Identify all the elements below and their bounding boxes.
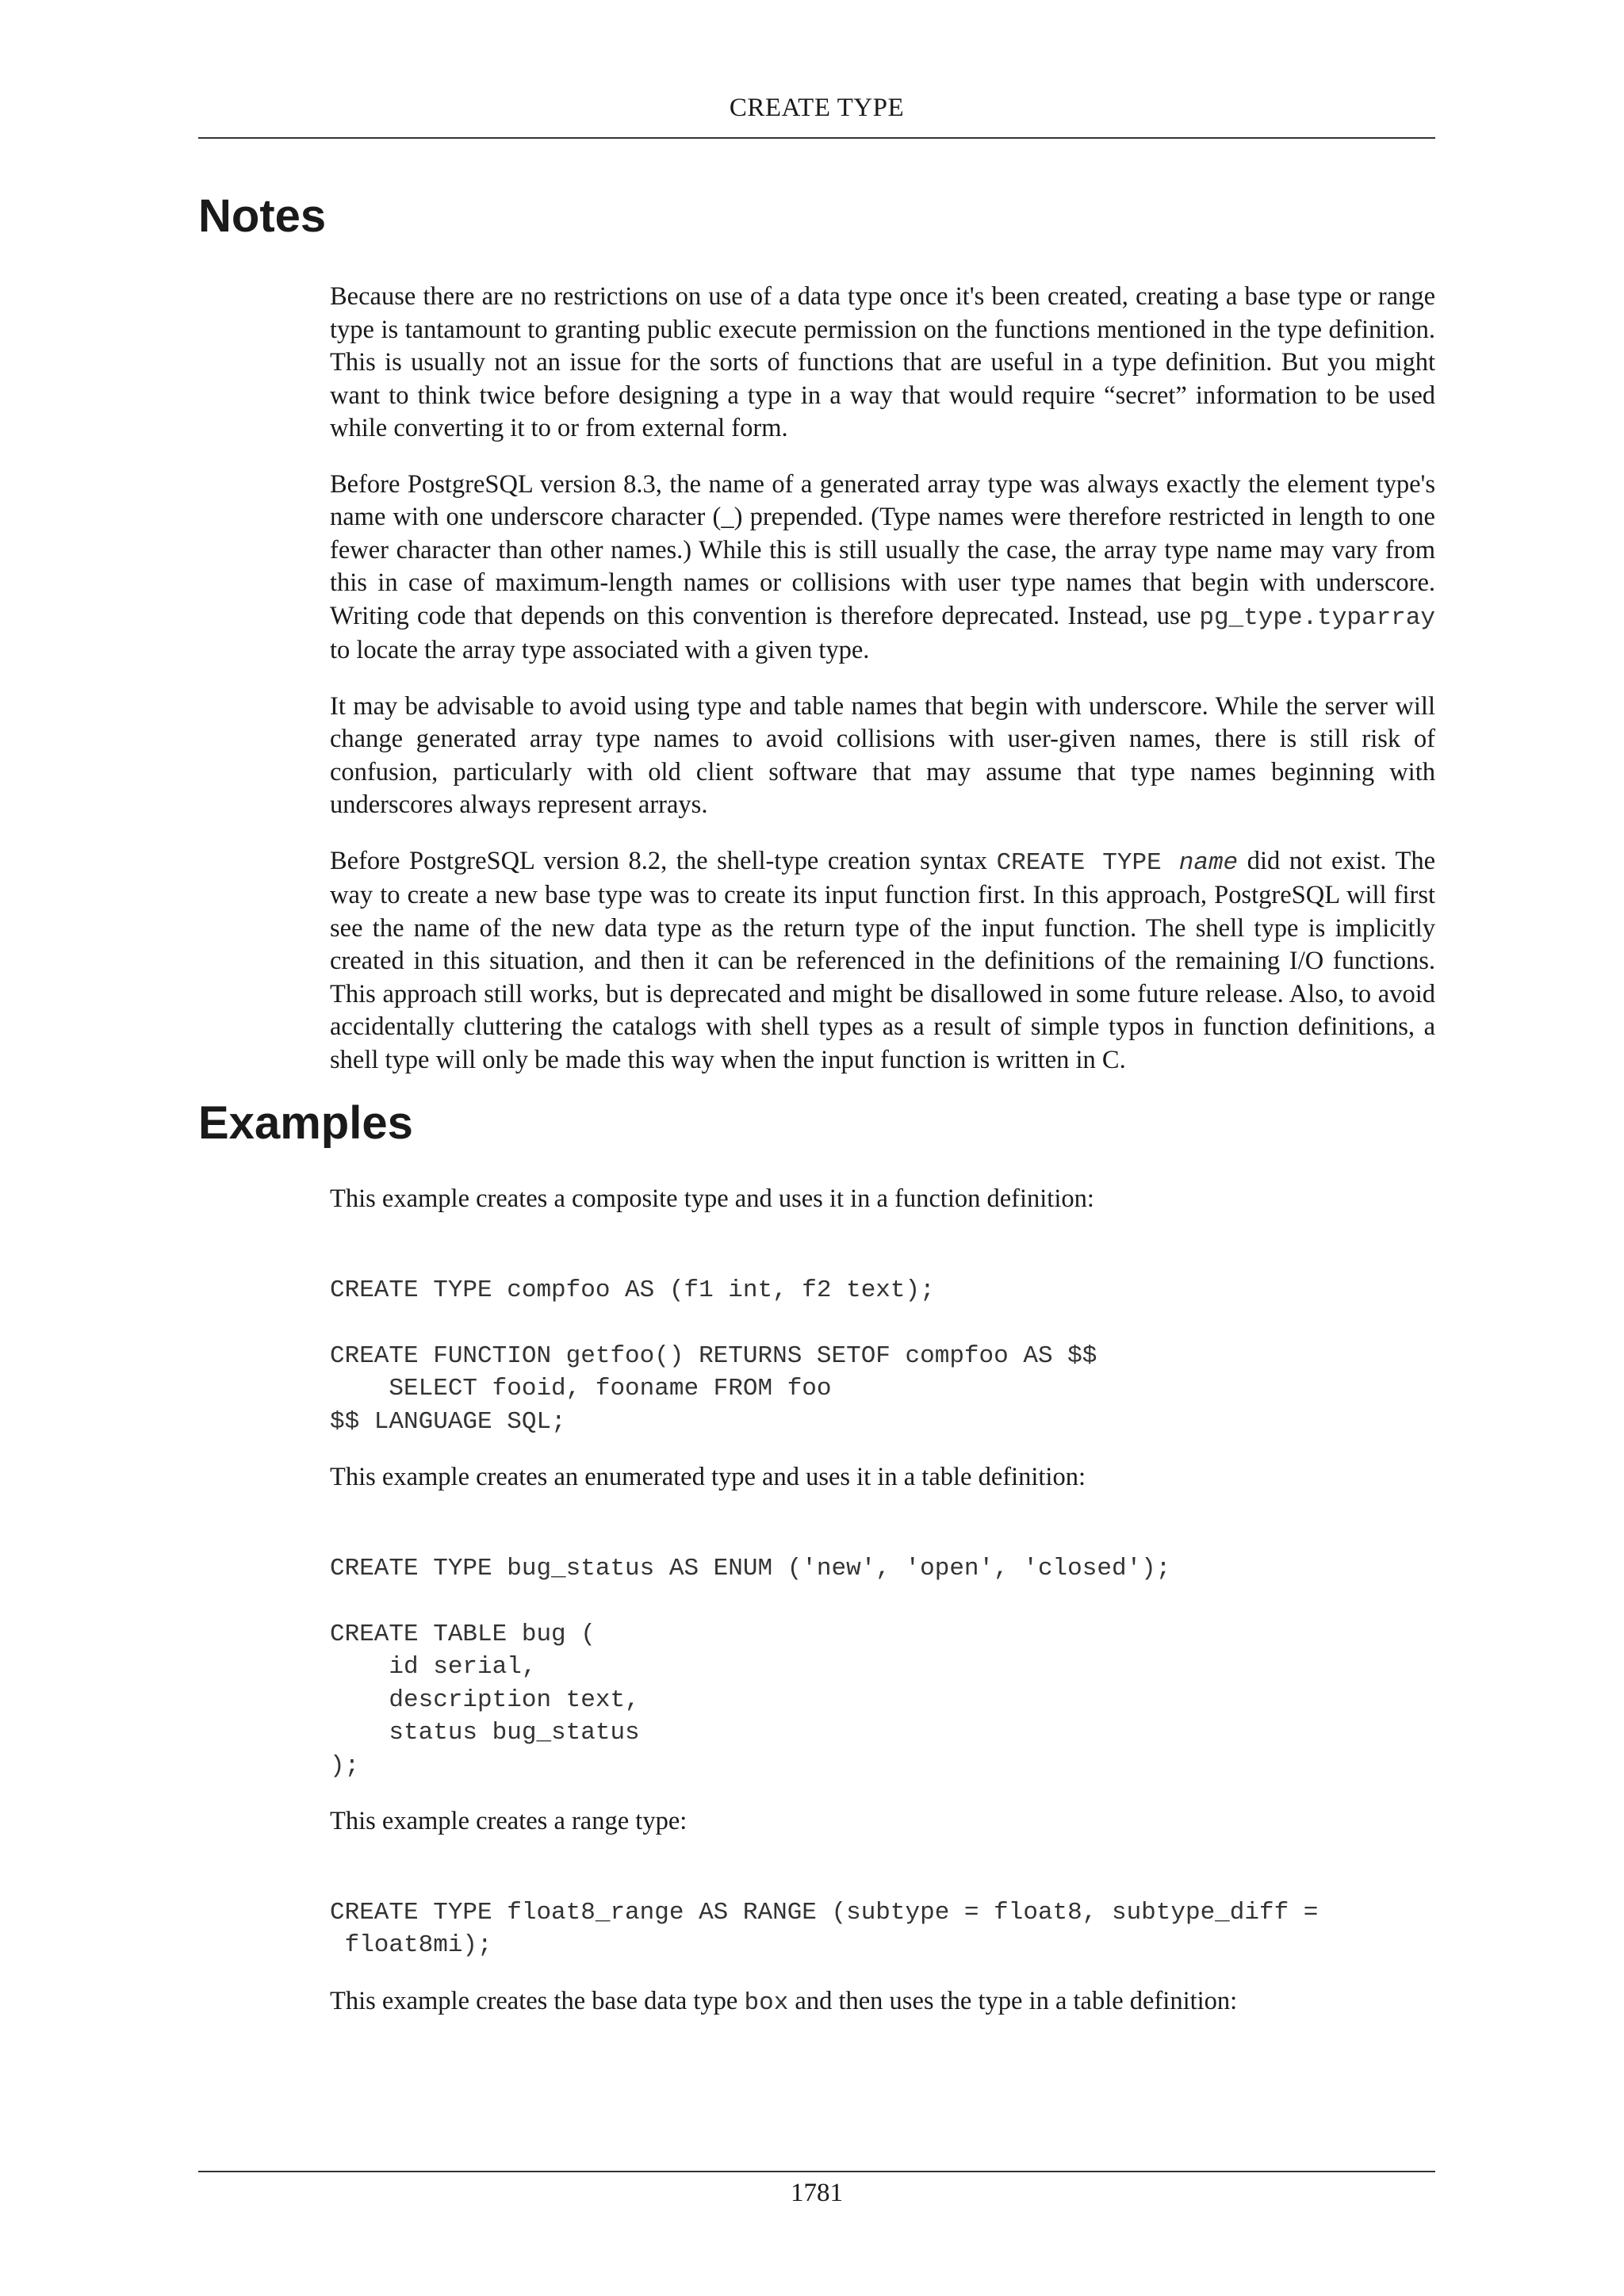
example-4-text-b: and then uses the type in a table definition: xyxy=(788,1986,1238,2015)
notes-p2-text-a: Before PostgreSQL version 8.3, the name of a generated array type was always exactly the element type's name with one underscore character (_) prepended. (Type names were therefore restricted in length to one fewer character than other names.) While this is still usually the case, the array type name may vary from this in case of maximum-length names or collisions with user type names that begin with underscore. Writing code that depends on this convention is therefore deprecated. Instead, use xyxy=(330,469,1435,630)
inline-code-box: box xyxy=(744,1988,789,2017)
inline-code-create-type: CREATE TYPE xyxy=(996,848,1179,877)
inline-code-name: name xyxy=(1178,848,1239,877)
notes-paragraph-4 xyxy=(330,845,1435,1077)
notes-p2-text-b: to locate the array type associated with a given type. xyxy=(330,636,870,664)
page-content xyxy=(198,189,1435,2019)
examples-heading: Examples xyxy=(198,1097,413,1149)
inline-code-typarray: pg_type.typarray xyxy=(1199,603,1435,632)
notes-heading: Notes xyxy=(198,190,327,242)
notes-p4-text-b: did not exist. The way to create a new base type was to create its input function first. In this approach, PostgreSQL will first see the name of the new data type as the return type of the input function. The shell type is implicitly created in this situation, and then it can be referenced in the definitions of the remaining I/O functions. This approach still works, but is deprecated and might be disallowed in some future release. Also, to avoid accidentally cluttering the catalogs with shell types as a result of simple typos in function definitions, a shell type will only be made this way when the input function is written in C. xyxy=(330,846,1435,1074)
notes-paragraph-2 xyxy=(330,469,1435,668)
notes-p4-text-a: Before PostgreSQL version 8.2, the shell-type creation syntax xyxy=(330,846,997,875)
examples-section xyxy=(330,1183,1435,2019)
header-rule xyxy=(198,137,1435,139)
footer-rule xyxy=(198,2171,1435,2172)
running-header: CREATE TYPE xyxy=(729,94,905,122)
notes-paragraph-1: Because there are no restrictions on use of a data type once it's been created, creating a base type or range type is tantamount to granting public execute permission on the functions mentioned in the type definition. This is usually not an issue for the sorts of functions that are useful in a type definition. But you might want to think twice before designing a type in a way that would require “secret” information to be used while converting it to or from external form. xyxy=(330,282,1435,442)
notes-section xyxy=(330,281,1435,1077)
example-2-intro: This example creates an enumerated type and uses it in a table definition: xyxy=(330,1463,1086,1491)
example-4-text-a: This example creates the base data type xyxy=(330,1986,745,2015)
example-1-code: CREATE TYPE compfoo AS (f1 int, f2 text); CREATE FUNCTION getfoo() RETURNS SETOF compfoo AS $$ SELECT fooid, fooname FROM foo $$ LANGUAGE SQL; xyxy=(330,1276,1097,1436)
notes-paragraph-3: It may be advisable to avoid using type and table names that begin with underscore. While the server will change generated array type names to avoid collisions with user-given names, there is still risk of confusion, particularly with old client software that may assume that type names beginning with underscores always represent arrays. xyxy=(330,691,1435,819)
example-3-code: CREATE TYPE float8_range AS RANGE (subtype = float8, subtype_diff = float8mi); xyxy=(330,1898,1319,1959)
example-4-intro xyxy=(330,1985,1435,2020)
page-number: 1781 xyxy=(791,2179,843,2207)
example-1-intro: This example creates a composite type and uses it in a function definition: xyxy=(330,1184,1094,1213)
example-3-intro: This example creates a range type: xyxy=(330,1807,688,1835)
example-2-code: CREATE TYPE bug_status AS ENUM ('new', 'open', 'closed'); CREATE TABLE bug ( id serial, description text, status bug_status ); xyxy=(330,1554,1171,1780)
